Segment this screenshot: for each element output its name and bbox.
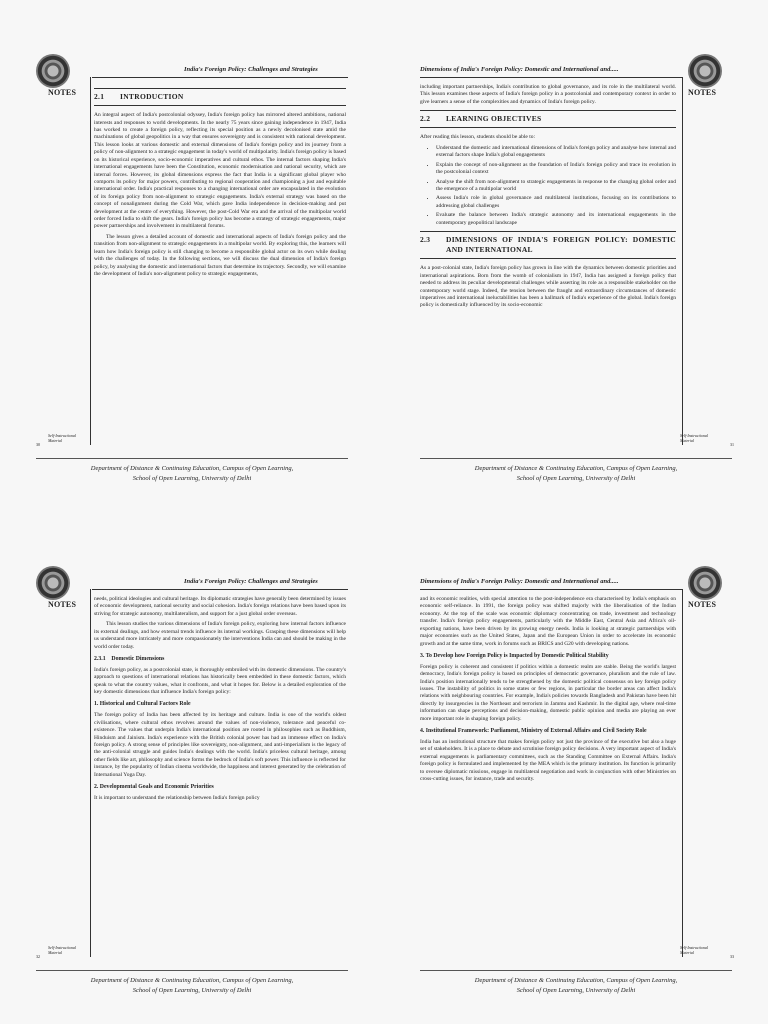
paragraph: India's foreign policy, as a postcolonial state, is thoroughly embroiled with its domestic dimensions. The country's approach to questions of international relations has historically been embedded in these domestic factors, which speak to what the country values, what it confronts, and what it hopes for. Below is a detailed exploration of the key domestic dimensions that influence India's foreign policy: — [94, 666, 346, 696]
paragraph: This lesson studies the various dimensions of India's foreign policy, exploring how internal factors influence its external dealings, and how external trends influence its internal workings. Grasping these dimensions will help us understand more intricately and more compassionately the interventions India can and should be making in the world order today. — [94, 621, 346, 650]
paragraph: As a post-colonial state, India's foreign policy has grown in line with the dynamics between domestic priorities and international aspirations. Born from the womb of colonialism in 1947, India has assigned a foreign policy that needed to address its peculiar developmental challenges while asserting its role as a responsible stakeholder on the contemporary world stage. Indeed, the tension between the fraught and extraordinary circumstances of domestic imperatives and international ineluctabilities has been a hallmark of India's experience of the global. India's foreign policy is domestically influenced by its socio-economic — [420, 265, 676, 309]
footer-rule — [36, 970, 348, 971]
notes-label: NOTES — [688, 600, 717, 609]
paragraph: Foreign policy is coherent and consistent if politics within a domestic realm are stable. Being the world's largest democracy, India's foreign policy is based on principles of democratic governance, pluralism and the rule of law. India's position internationally tends to be strengthened by the domestic political consensus on key foreign policy issues. The instability of politics in some states or few regions, in particular the border areas can affect India's relations with neighbouring countries. For example, India's policies towards Bangladesh and Pakistan have been hit directly by insurgencies in the Northeast and terrorism in Jammu and Kashmir. In the digital age, where real-time information can shape perceptions and decision-making, domestic public opinion and media are playing an ever more important role in shaping foreign policy. — [420, 663, 676, 722]
header-rule — [420, 589, 682, 590]
footer: Department of Distance & Continuing Education, Campus of Open Learning, School of Open Learning, University of Delhi — [474, 465, 678, 482]
page-body — [420, 596, 676, 958]
university-seal-icon — [688, 54, 722, 88]
page-30 — [0, 0, 384, 512]
page-body — [94, 596, 346, 958]
running-head: India's Foreign Policy: Challenges and Strategies — [184, 578, 318, 585]
page-31 — [384, 0, 768, 512]
university-seal-icon — [36, 54, 70, 88]
section-heading: 2.1 INTRODUCTION — [94, 88, 346, 106]
notes-label: NOTES — [688, 88, 717, 97]
header-rule — [420, 77, 682, 78]
page-number: 32 — [36, 954, 40, 959]
margin-rule — [90, 77, 91, 445]
running-head: Dimensions of India's Foreign Policy: Domestic and International and..... — [420, 66, 619, 73]
paragraph: and its economic realities, with special attention to the post-independence era characterised by India's emphasis on economic self-reliance. In 1991, the foreign policy was shifted majorly with the liberalisation of the Indian economy. At the top of the scale was economic diplomacy concentrating on trade, investment and technology transfer. India's foreign policy engagements, particularly with the Middle East, Central Asia and Africa's oil-exporting nations, have been driven by its growing energy needs. India is looking at strategic partnerships with major economies such as the United States, Japan and the European Union in order to accelerate its economic growth and at the same time, work in forums such as BRICS and G20 with developing nations. — [420, 596, 676, 647]
notes-label: NOTES — [48, 88, 77, 97]
side-note: Self-Instructional Material — [48, 433, 76, 443]
list-item: • Assess India's role in global governance and multilateral institutions, focusing on its contributions to addressing global challenges — [436, 195, 676, 210]
paragraph: needs, political ideologies and cultural heritage. Its diplomatic strategies have generally been determined by issues of economic development, national security and social cohesion. India's foreign relations have been based upon its striving for strategic autonomy, multilateralism, and support for a just global order overseas. — [94, 596, 346, 617]
margin-rule — [682, 589, 683, 957]
university-seal-icon — [688, 566, 722, 600]
list-item: • Explain the concept of non-alignment as the foundation of India's foreign policy and trace its evolution in the postcolonial context — [436, 162, 676, 177]
paragraph: After reading this lesson, students should be able to: — [420, 134, 536, 141]
page-33 — [384, 512, 768, 1024]
side-note: Self-Instructional Material — [680, 945, 708, 955]
footer-rule — [420, 970, 732, 971]
list-item: • Analyse the shift from non-alignment to strategic engagements in response to the changing global order and the emergence of a multipolar world — [436, 179, 676, 194]
subsection-heading: 2.3.1 Domestic Dimensions — [94, 655, 165, 662]
paragraph: It is important to understand the relationship between India's foreign policy — [94, 794, 260, 801]
page-number: 33 — [730, 954, 734, 959]
point-heading: 4. Institutional Framework: Parliament, Ministry of External Affairs and Civil Society Role — [420, 728, 647, 735]
footer: Department of Distance & Continuing Education, Campus of Open Learning, School of Open Learning, University of Delhi — [90, 465, 294, 482]
footer-rule — [420, 458, 732, 459]
paragraph: The foreign policy of India has been affected by its heritage and culture. India is one of the world's oldest civilisations, where cultural ethos revolves around the values of non-violence, tolerance and peaceful co-existence. The values that underpin India's international position are rooted in philosophies such as Buddhism, Hinduism and Jainism. India's experience with the British colonial power has had an immense effect on India's foreign policy. A strong sense of principles like sovereignty, non-alignment, and anti-imperialism is the legacy of the anti-colonial struggle and guides India's dealings with the world. India's priceless cultural heritage, among other fields like art, philosophy and science forms the bedrock of India's soft power. This influence is reflected for instance, by the popularity of Indian cinema worldwide, the happiness and interest generated by the celebration of International Yoga Day. — [94, 712, 346, 778]
point-heading: 3. To Develop how Foreign Policy is Impacted by Domestic Political Stability — [420, 652, 609, 659]
notes-label: NOTES — [48, 600, 77, 609]
page-body — [420, 84, 676, 446]
page-number: 31 — [730, 442, 734, 447]
section-heading: 2.2 LEARNING OBJECTIVES — [420, 110, 676, 128]
running-head: India's Foreign Policy: Challenges and Strategies — [184, 66, 318, 73]
list-item: • Understand the domestic and international dimensions of India's foreign policy and analyse how internal and external factors shape India's global engagements — [436, 145, 676, 160]
objectives-list — [420, 145, 676, 227]
page-32 — [0, 512, 384, 1024]
point-heading: 2. Developmental Goals and Economic Priorities — [94, 784, 214, 791]
paragraph: including important partnerships, India's contribution to global governance, and its role in the multilateral world. This lesson examines these aspects of India's foreign policy in a postcolonial and contemporary context in order to give learners a sense of the complexities and dynamics of India's foreign policy. — [420, 84, 676, 105]
side-note: Self-Instructional Material — [680, 433, 708, 443]
footer: Department of Distance & Continuing Education, Campus of Open Learning, School of Open Learning, University of Delhi — [90, 977, 294, 994]
section-heading: 2.3 DIMENSIONS OF INDIA'S FOREIGN POLICY: DOMESTIC AND INTERNATIONAL — [420, 231, 676, 259]
paragraph: An integral aspect of India's postcolonial odyssey, India's foreign policy has mirrored altered ambitions, national interests and responses to world developments. In the nearly 75 years since gaining independence in 1947, India has worked to create a foreign policy, reflecting its special position as a newly decolonised state amid the machinations of global geopolitics in a way that ensures sovereignty and is consistent with national development. This lesson looks at various domestic and external dimensions of India's foreign policy and its journey from a policy of non-alignment to a strategic engagement in today's world of multipolarity. India's foreign policy is based on its historical experience, socio-economic imperatives and cultural ethos. The internal factors shaping India's international engagements have been the Constitution, economic modernisation and national security, which are internal forces. However, its global dimensions express the fact that India is a significant global player who comports its policy for major powers, contributing to regional cooperation and championing a just and equitable international order. India's practical responses to a changing international order are encapsulated in the evolution of its foreign policy from non-alignment to strategic engagements. India's external strategy was based on the concept of nonalignment during the Cold War, which gave India independence in decision-making and put development at the centre of everything. However, the post-Cold War era and the arrival of the multipolar world order forced India to shift the gears. India's foreign policy has become a strategy of strategic engagements, major power partnerships and involvement in multilateral forums. — [94, 112, 346, 230]
paragraph: The lesson gives a detailed account of domestic and international aspects of India's foreign policy and the transition from non-alignment to strategic engagements in a multipolar world. By exploring this, the learners will learn how India's foreign policy is still changing to become a responsible global actor on its own while dealing with the challenges of today. In the following sections, we will discuss the dual dimension of India's foreign policy, by analysing the domestic and international factors that determine its trajectory. Secondly, we will examine the development of India's non-alignment policy to strategic engagements, — [94, 233, 346, 277]
margin-rule — [90, 589, 91, 957]
university-seal-icon — [36, 566, 70, 600]
page-body — [94, 84, 346, 446]
footer-rule — [36, 458, 348, 459]
point-heading: 1. Historical and Cultural Factors Role — [94, 701, 191, 708]
paragraph: India has an institutional structure that makes foreign policy not just the province of the executive but also a huge set of stakeholders. It is a place to debate and scrutinise foreign policy decisions. A very important aspect of India's external engagements is parliamentary committees, such as the Standing Committee on External Affairs. India's foreign policy is formulated and implemented by the MEA which is the primary institution. Its function is primarily to oversee diplomatic missions, engage in multilateral negotiation and work in conjunction with other Ministries on cross-cutting issues, for instance, trade and security. — [420, 738, 676, 783]
running-head: Dimensions of India's Foreign Policy: Domestic and International and..... — [420, 578, 619, 585]
side-note: Self-Instructional Material — [48, 945, 76, 955]
header-rule — [92, 77, 348, 78]
page-number: 30 — [36, 442, 40, 447]
margin-rule — [682, 77, 683, 445]
header-rule — [92, 589, 348, 590]
footer: Department of Distance & Continuing Education, Campus of Open Learning, School of Open Learning, University of Delhi — [474, 977, 678, 994]
list-item: • Evaluate the balance between India's strategic autonomy and its international engagements in the contemporary geopolitical landscape — [436, 212, 676, 227]
